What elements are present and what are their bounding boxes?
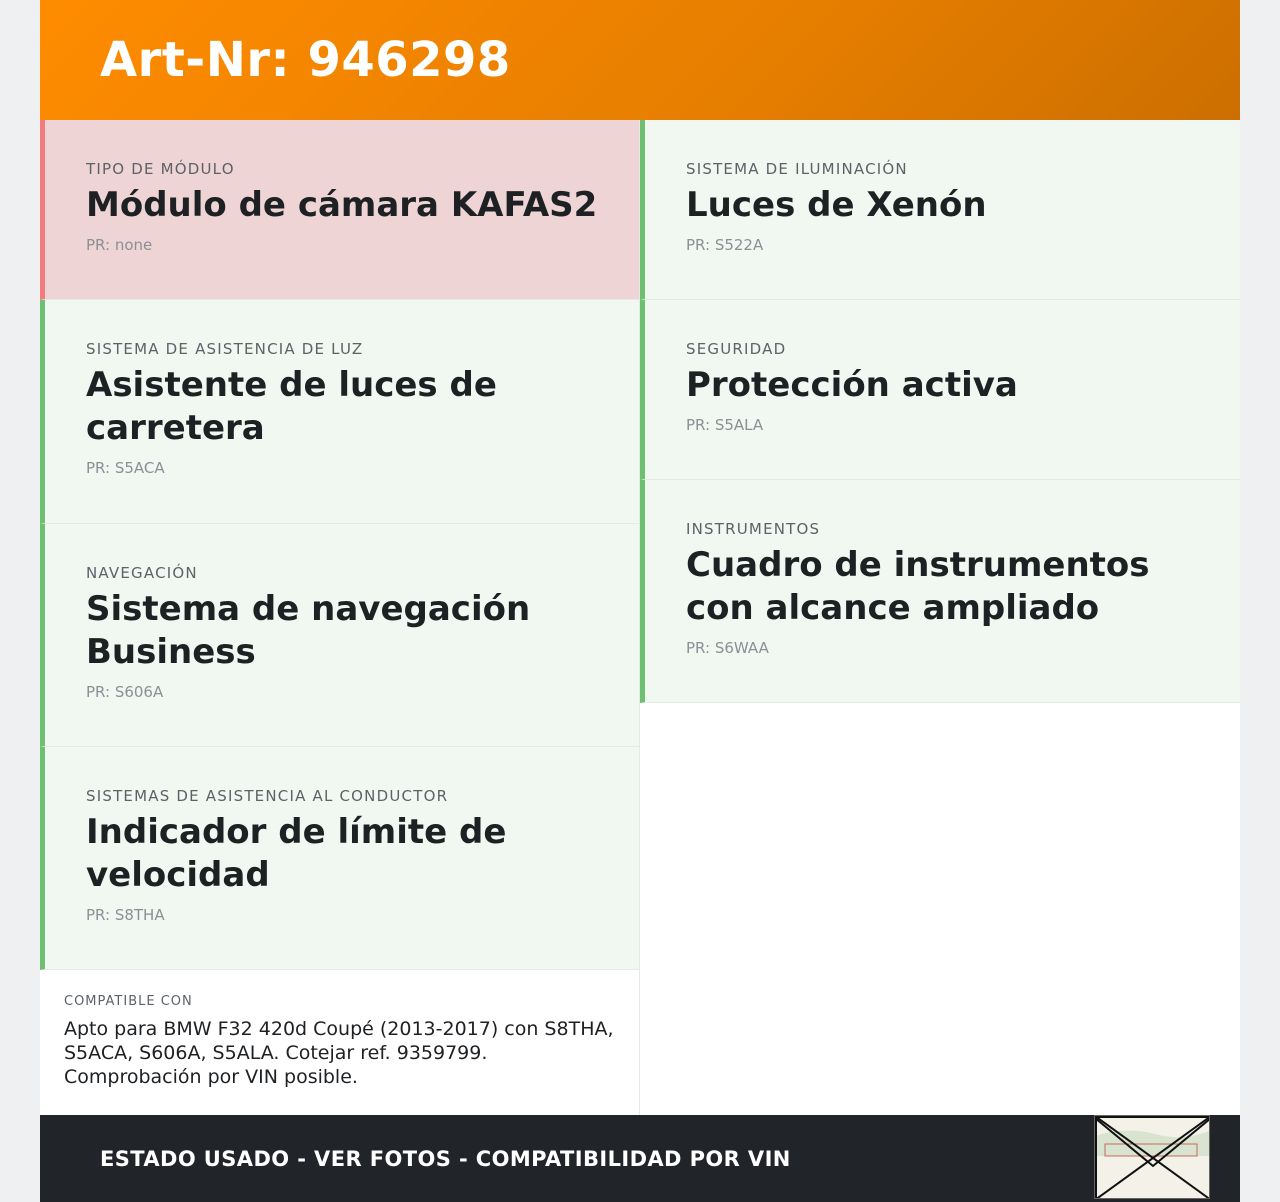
envelope-icon (1094, 1115, 1210, 1199)
page (40, 0, 1240, 1202)
card-pr-code: PR: S522A (686, 236, 764, 254)
card-category: SEGURIDAD (686, 340, 787, 358)
feature-card-light-assist (40, 300, 639, 524)
compatibility-section (40, 970, 639, 1089)
card-pr-code: PR: S5ALA (686, 416, 764, 434)
card-pr-code: PR: S8THA (86, 906, 165, 924)
footer-bar (40, 1115, 1240, 1202)
card-category: SISTEMAS DE ASISTENCIA AL CONDUCTOR (86, 787, 449, 805)
card-pr-code: PR: S606A (86, 683, 164, 701)
feature-card-safety (640, 300, 1240, 480)
card-title: Protección activa (686, 365, 1018, 405)
header-bar (40, 0, 1240, 120)
card-category: SISTEMA DE ILUMINACIÓN (686, 160, 908, 178)
feature-card-driver-assist (40, 747, 639, 970)
card-category: NAVEGACIÓN (86, 564, 198, 582)
compatibility-text: Apto para BMW F32 420d Coupé (2013-2017) con S8THA, S5ACA, S606A, S5ALA. Cotejar ref. 9359799. Comprobación por VIN posible. (64, 1018, 614, 1088)
card-pr-code: PR: none (86, 236, 153, 254)
card-category: INSTRUMENTOS (686, 520, 821, 538)
card-title: Módulo de cámara KAFAS2 (86, 185, 598, 225)
card-pr-code: PR: S6WAA (686, 639, 769, 657)
card-title: Indicador de límite de velocidad (86, 812, 507, 895)
feature-card-instruments (640, 480, 1240, 703)
card-pr-code: PR: S5ACA (86, 459, 165, 477)
card-category: SISTEMA DE ASISTENCIA DE LUZ (86, 340, 364, 358)
card-category: TIPO DE MÓDULO (86, 160, 235, 178)
feature-card-navigation (40, 524, 639, 747)
feature-grid (40, 120, 1240, 1115)
feature-card-lighting (640, 120, 1240, 300)
article-number-title: Art-Nr: 946298 (100, 32, 511, 88)
card-title: Asistente de luces de carretera (86, 365, 497, 448)
feature-card-module-type (40, 120, 639, 300)
compatibility-label: COMPATIBLE CON (64, 994, 193, 1009)
right-column (640, 120, 1240, 703)
footer-note: ESTADO USADO - VER FOTOS - COMPATIBILIDAD POR VIN (100, 1146, 791, 1171)
card-title: Sistema de navegación Business (86, 589, 531, 672)
card-title: Cuadro de instrumentos con alcance ampliado (686, 545, 1150, 628)
left-column (40, 120, 640, 1115)
card-title: Luces de Xenón (686, 185, 987, 225)
envelope-thumbnail-graphic (1095, 1116, 1210, 1199)
